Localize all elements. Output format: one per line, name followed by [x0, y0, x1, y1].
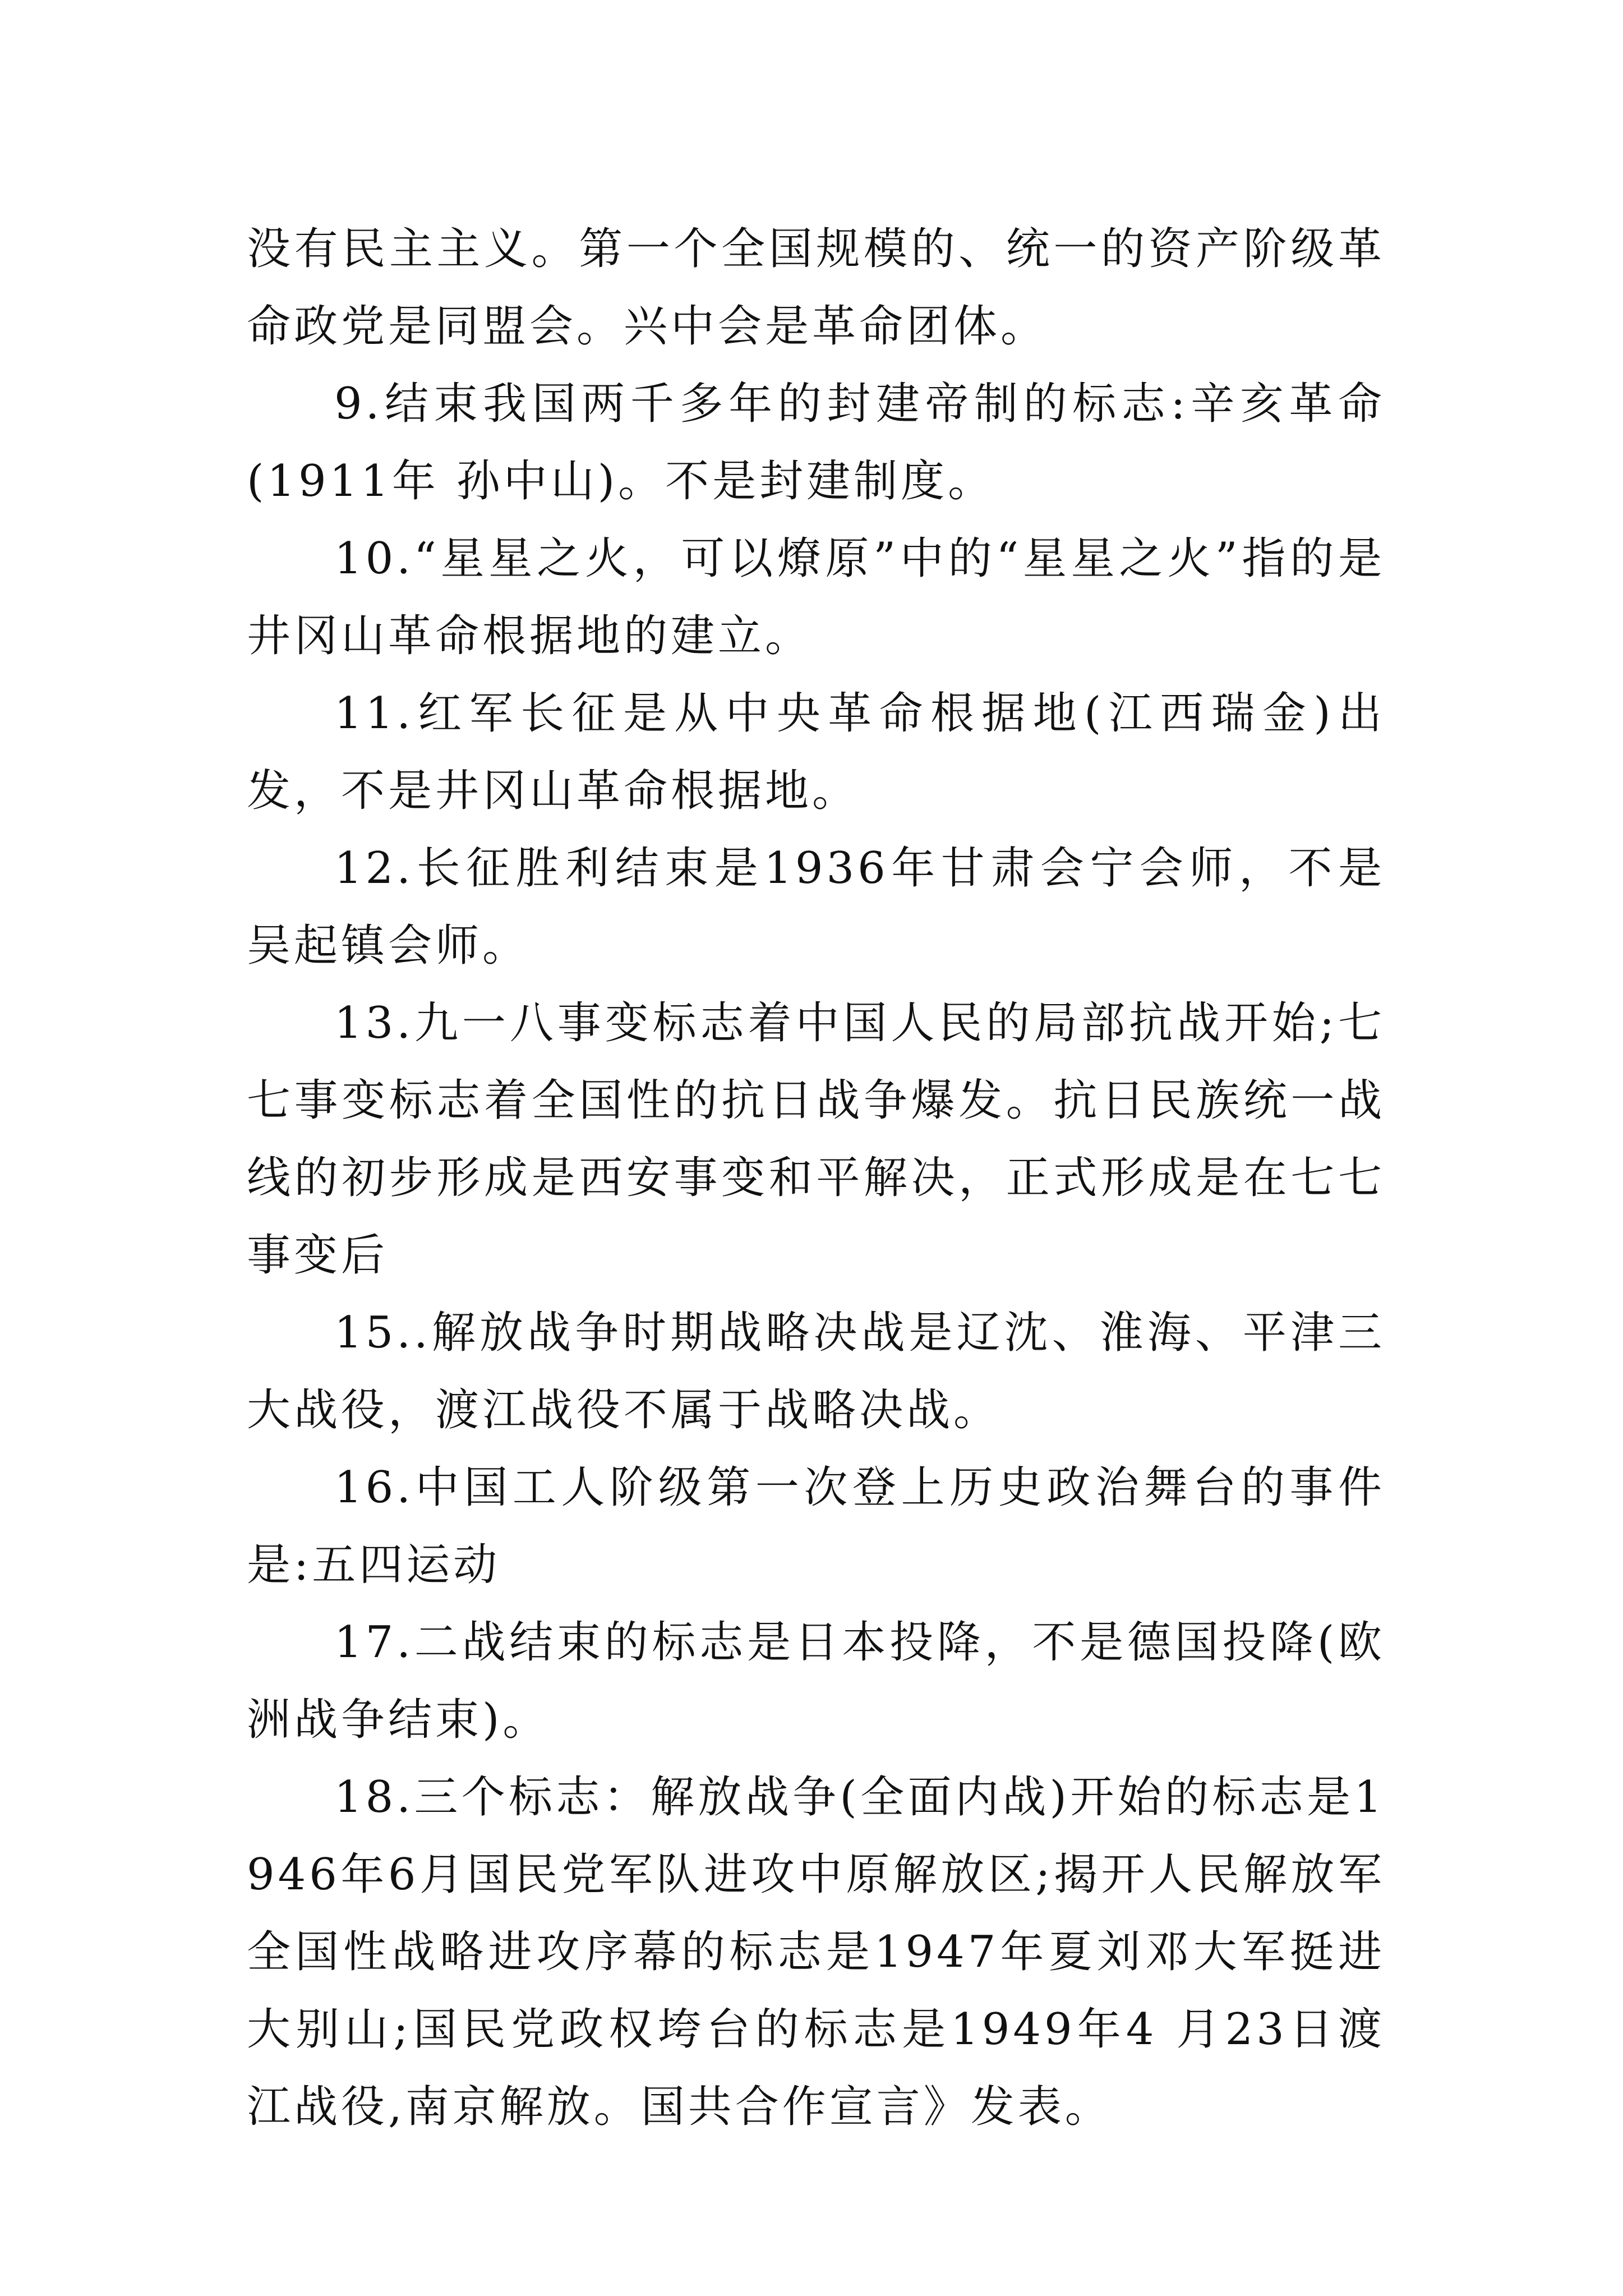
paragraph-item-16: 16.中国工人阶级第一次登上历史政治舞台的事件是:五四运动 [247, 1462, 1385, 1590]
document-page [247, 210, 1385, 2146]
paragraph-item-18: 18.三个标志：解放战争(全面内战)开始的标志是1946年6月国民党军队进攻中原解放区;揭开人民解放军全国性战略进攻序幕的标志是1947年夏刘邓大军挺进大别山;国民党政权垮台的标志是1949年4 月23日渡江战役,南京解放。国共合作宣言》发表。 [247, 1772, 1385, 2132]
paragraph-item-10: 10.“星星之火，可以燎原”中的“星星之火”指的是井冈山革命根据地的建立。 [247, 533, 1385, 661]
paragraph-item-9: 9.结束我国两千多年的封建帝制的标志:辛亥革命(1911年 孙中山)。不是封建制度。 [247, 379, 1385, 507]
paragraph-1: 没有民主主义。第一个全国规模的、统一的资产阶级革命政党是同盟会。兴中会是革命团体。 [247, 224, 1385, 352]
paragraph-item-12: 12.长征胜利结束是1936年甘肃会宁会师，不是吴起镇会师。 [247, 843, 1385, 971]
paragraph-item-17: 17.二战结束的标志是日本投降，不是德国投降(欧洲战争结束)。 [247, 1617, 1385, 1745]
paragraph-item-13: 13.九一八事变标志着中国人民的局部抗战开始;七七事变标志着全国性的抗日战争爆发。抗日民族统一战线的初步形成是西安事变和平解决，正式形成是在七七事变后 [247, 998, 1385, 1281]
paragraph-item-15: 15..解放战争时期战略决战是辽沈、淮海、平津三大战役，渡江战役不属于战略决战。 [247, 1308, 1385, 1435]
paragraph-item-11: 11.红军长征是从中央革命根据地(江西瑞金)出发，不是井冈山革命根据地。 [247, 688, 1385, 816]
